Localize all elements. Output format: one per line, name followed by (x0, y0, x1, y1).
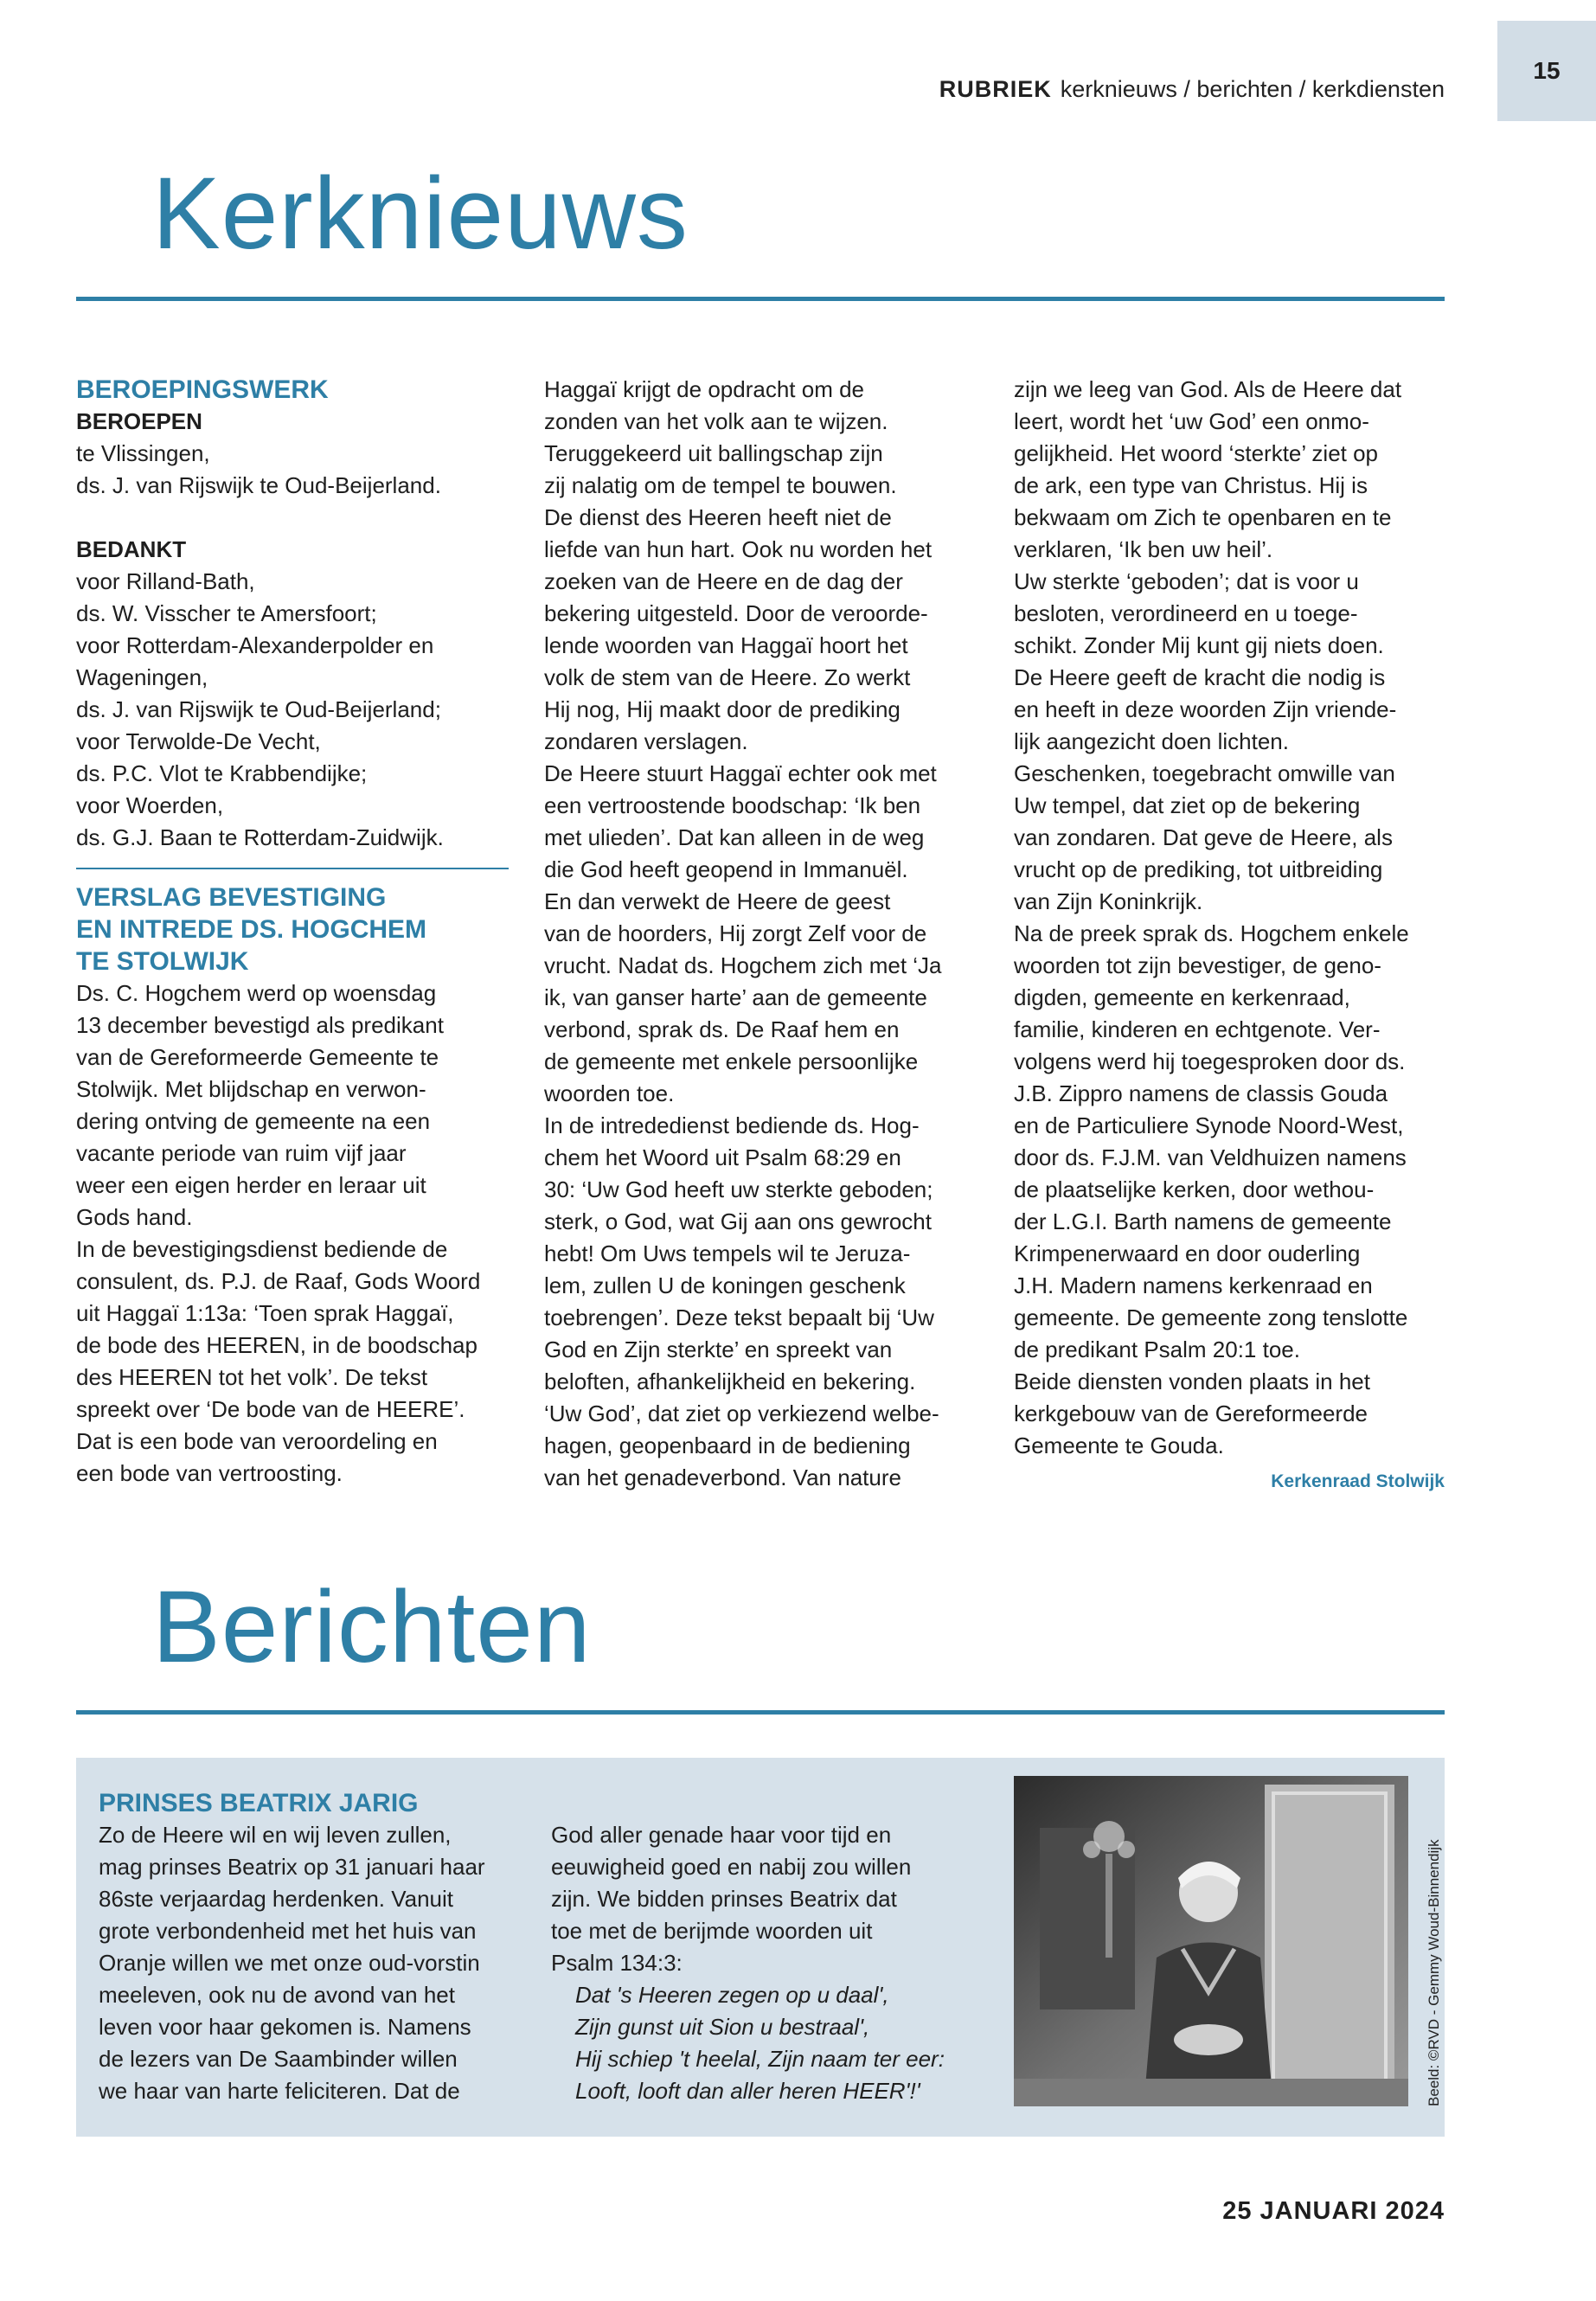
text-line: bekering uitgesteld. Door de veroorde- (544, 600, 928, 626)
verslag-text-col2 (544, 374, 985, 1494)
text-line: En dan verwekt de Heere de geest (544, 888, 891, 914)
text-line: woorden toe. (544, 1080, 675, 1106)
text-line: 13 december bevestigd als predikant (76, 1012, 444, 1038)
text-line: liefde van hun hart. Ook nu worden het (544, 536, 933, 562)
beatrix-column-1 (99, 1787, 531, 2107)
beroepingswerk-heading: BEROEPINGSWERK (76, 375, 329, 404)
text-line: Uw tempel, dat ziet op de bekering (1014, 792, 1361, 818)
text-line: Uw sterkte ‘geboden’; dat is voor u (1014, 568, 1359, 594)
text-line: Haggaï krijgt de opdracht om de (544, 376, 864, 402)
text-line: zondaren verslagen. (544, 728, 748, 754)
beatrix-column-2 (551, 1819, 992, 2107)
text-line: voor Rotterdam-Alexanderpolder en (76, 632, 434, 658)
text-line: vrucht. Nadat ds. Hogchem zich met ‘Ja (544, 952, 942, 978)
text-line: volgens werd hij toegesproken door ds. (1014, 1048, 1406, 1074)
text-line: van Zijn Koninkrijk. (1014, 888, 1203, 914)
text-line: te Vlissingen, (76, 440, 210, 466)
text-line: zonden van het volk aan te wijzen. (544, 408, 888, 434)
text-line: De dienst des Heeren heeft niet de (544, 504, 892, 530)
text-line: weer een eigen herder en leraar uit (76, 1172, 426, 1198)
text-line: ‘Uw God’, dat ziet op verkiezend welbe- (544, 1400, 939, 1426)
text-line: digden, gemeente en kerkenraad, (1014, 984, 1350, 1010)
text-line: verbond, sprak ds. De Raaf hem en (544, 1016, 900, 1042)
text-line: TE STOLWIJK (76, 947, 249, 976)
text-line: God aller genade haar voor tijd en (551, 1822, 892, 1848)
text-line: mag prinses Beatrix op 31 januari haar (99, 1854, 485, 1880)
text-line: leert, wordt het ‘uw God’ een onmo- (1014, 408, 1369, 434)
text-line: we haar van harte feliciteren. Dat de (99, 2078, 460, 2104)
text-line: voor Rilland-Bath, (76, 568, 255, 594)
text-line: dering ontving de gemeente na een (76, 1108, 431, 1134)
beatrix-heading: PRINSES BEATRIX JARIG (99, 1789, 419, 1817)
text-line: lem, zullen U de koningen geschenk (544, 1272, 906, 1298)
text-line: In de bevestigingsdienst bediende de (76, 1236, 448, 1262)
text-line: meeleven, ook nu de avond van het (99, 1982, 455, 2008)
kerknieuws-column-3 (1014, 374, 1445, 1495)
text-line: de gemeente met enkele persoonlijke (544, 1048, 919, 1074)
text-line: VERSLAG BEVESTIGING (76, 883, 387, 912)
text-line: van de hoorders, Hij zorgt Zelf voor de (544, 920, 927, 946)
text-line: De Heere geeft de kracht die nodig is (1014, 664, 1386, 690)
text-line: een bode van vertroosting. (76, 1460, 343, 1486)
text-line: zijn we leeg van God. Als de Heere dat (1014, 376, 1402, 402)
text-line: chem het Woord uit Psalm 68:29 en (544, 1144, 901, 1170)
kerknieuws-divider (76, 297, 1445, 301)
text-line: leven voor haar gekomen is. Namens (99, 2014, 471, 2040)
text-line: beloften, afhankelijkheid en bekering. (544, 1368, 916, 1394)
text-line: familie, kinderen en echtgenote. Ver- (1014, 1016, 1381, 1042)
text-line: kerkgebouw van de Gereformeerde (1014, 1400, 1368, 1426)
text-line: sterk, o God, wat Gij aan ons gewrocht (544, 1208, 932, 1234)
text-line: Ds. C. Hogchem werd op woensdag (76, 980, 437, 1006)
text-line: grote verbondenheid met het huis van (99, 1918, 477, 1944)
verslag-text-col3 (1014, 374, 1445, 1462)
text-line: ds. W. Visscher te Amersfoort; (76, 600, 377, 626)
text-line: Looft, looft dan aller heren HEER'!' (575, 2078, 920, 2104)
text-line: Krimpenerwaard en door ouderling (1014, 1240, 1361, 1266)
text-line: de bode des HEEREN, in de boodschap (76, 1332, 478, 1358)
text-line: en heeft in deze woorden Zijn vriende- (1014, 696, 1397, 722)
text-line: Oranje willen we met onze oud-vorstin (99, 1950, 480, 1976)
beatrix-text-col1 (99, 1819, 531, 2107)
text-line: 86ste verjaardag herdenken. Vanuit (99, 1886, 454, 1912)
kerknieuws-column-2 (544, 374, 985, 1494)
text-line: en de Particuliere Synode Noord-West, (1014, 1112, 1404, 1138)
text-line: de lezers van De Saambinder willen (99, 2046, 458, 2072)
text-line: Hij schiep 't heelal, Zijn naam ter eer: (575, 2046, 945, 2072)
rubriek-label: RUBRIEK (939, 76, 1052, 102)
verslag-heading (76, 881, 509, 977)
text-line: van zondaren. Dat geve de Heere, als (1014, 824, 1393, 850)
photo-credit: Beeld: ©RVD - Gemmy Woud-Binnendijk (1426, 1839, 1442, 2106)
beroepen-label: BEROEPEN (76, 408, 202, 434)
beatrix-text-col2 (551, 1819, 992, 1979)
text-line: der L.G.I. Barth namens de gemeente (1014, 1208, 1392, 1234)
text-line: met ulieden’. Dat kan alleen in de weg (544, 824, 925, 850)
text-line: God en Zijn sterkte’ en spreekt van (544, 1336, 893, 1362)
beroepen-list (76, 438, 509, 502)
text-line: De Heere stuurt Haggaï echter ook met (544, 760, 937, 786)
text-line: vrucht op de prediking, tot uitbreiding (1014, 856, 1383, 882)
text-line: toe met de berijmde woorden uit (551, 1918, 873, 1944)
rubriek-header (939, 76, 1445, 103)
text-line: ds. J. van Rijswijk te Oud-Beijerland; (76, 696, 441, 722)
text-line: gelijkheid. Het woord ‘sterkte’ ziet op (1014, 440, 1379, 466)
section-divider (76, 868, 509, 869)
text-line: Stolwijk. Met blijdschap en verwon- (76, 1076, 426, 1102)
issue-date: 25 JANUARI 2024 (1222, 2197, 1445, 2225)
text-line: 30: ‘Uw God heeft uw sterkte geboden; (544, 1176, 933, 1202)
text-line: ds. G.J. Baan te Rotterdam-Zuidwijk. (76, 824, 444, 850)
text-line: voor Woerden, (76, 792, 224, 818)
text-line: zoeken van de Heere en de dag der (544, 568, 903, 594)
text-line: ik, van ganser harte’ aan de gemeente (544, 984, 927, 1010)
text-line: lende woorden van Haggaï hoort het (544, 632, 908, 658)
text-line: woorden tot zijn bevestiger, de geno- (1014, 952, 1381, 978)
text-line: die God heeft geopend in Immanuël. (544, 856, 908, 882)
text-line: de ark, een type van Christus. Hij is (1014, 472, 1368, 498)
text-line: van de Gereformeerde Gemeente te (76, 1044, 439, 1070)
text-line: eeuwigheid goed en nabij zou willen (551, 1854, 912, 1880)
text-line: bekwaam om Zich te openbaren en te (1014, 504, 1392, 530)
text-line: des HEEREN tot het volk’. De tekst (76, 1364, 428, 1390)
text-line: verklaren, ‘Ik ben uw heil’. (1014, 536, 1273, 562)
text-line: J.B. Zippro namens de classis Gouda (1014, 1080, 1388, 1106)
text-line: ds. J. van Rijswijk te Oud-Beijerland. (76, 472, 441, 498)
text-line: Geschenken, toegebracht omwille van (1014, 760, 1395, 786)
text-line: Psalm 134:3: (551, 1950, 683, 1976)
text-line: ds. P.C. Vlot te Krabbendijke; (76, 760, 368, 786)
text-line: In de intrededienst bediende ds. Hog- (544, 1112, 920, 1138)
text-line: Zo de Heere wil en wij leven zullen, (99, 1822, 452, 1848)
text-line: consulent, ds. P.J. de Raaf, Gods Woord (76, 1268, 481, 1294)
beatrix-photo (1014, 1776, 1408, 2106)
text-line: Wageningen, (76, 664, 208, 690)
text-line: de plaatselijke kerken, door wethou- (1014, 1176, 1375, 1202)
text-line: EN INTREDE DS. HOGCHEM (76, 915, 427, 944)
bedankt-label: BEDANKT (76, 536, 187, 562)
text-line: zijn. We bidden prinses Beatrix dat (551, 1886, 897, 1912)
text-line: Dat is een bode van veroordeling en (76, 1428, 438, 1454)
bedankt-list (76, 566, 509, 854)
berichten-divider (76, 1710, 1445, 1715)
text-line: door ds. F.J.M. van Veldhuizen namens (1014, 1144, 1407, 1170)
text-line: Zijn gunst uit Sion u bestraal', (575, 2014, 870, 2040)
text-line: lijk aangezicht doen lichten. (1014, 728, 1289, 754)
page-number: 15 (1497, 21, 1596, 121)
kerknieuws-title: Kerknieuws (152, 157, 689, 271)
text-line: gemeente. De gemeente zong tenslotte (1014, 1304, 1408, 1330)
text-line: uit Haggaï 1:13a: ‘Toen sprak Haggaï, (76, 1300, 454, 1326)
text-line: Gods hand. (76, 1204, 193, 1230)
text-line: volk de stem van de Heere. Zo werkt (544, 664, 911, 690)
text-line: Na de preek sprak ds. Hogchem enkele (1014, 920, 1409, 946)
text-line: Hij nog, Hij maakt door de prediking (544, 696, 901, 722)
text-line: hebt! Om Uws tempels wil te Jeruza- (544, 1240, 911, 1266)
text-line: hagen, geopenbaard in de bediening (544, 1433, 911, 1458)
text-line: Dat 's Heeren zegen op u daal', (575, 1982, 889, 2008)
text-line: zij nalatig om de tempel te bouwen. (544, 472, 897, 498)
kerknieuws-column-1 (76, 374, 509, 1490)
berichten-title: Berichten (152, 1570, 592, 1684)
text-line: van het genadeverbond. Van nature (544, 1465, 901, 1490)
text-line: spreekt over ‘De bode van de HEERE’. (76, 1396, 465, 1422)
text-line: Teruggekeerd uit ballingschap zijn (544, 440, 883, 466)
text-line: schikt. Zonder Mij kunt gij niets doen. (1014, 632, 1384, 658)
psalm-quote (551, 1979, 992, 2107)
rubriek-path: kerknieuws / berichten / kerkdiensten (1060, 76, 1445, 102)
text-line: een vertroostende boodschap: ‘Ik ben (544, 792, 921, 818)
text-line: voor Terwolde-De Vecht, (76, 728, 321, 754)
verslag-text-col1 (76, 977, 509, 1490)
text-line: Gemeente te Gouda. (1014, 1433, 1224, 1458)
text-line: toebrengen’. Deze tekst bepaalt bij ‘Uw (544, 1304, 934, 1330)
verslag-signature: Kerkenraad Stolwijk (1271, 1471, 1445, 1491)
text-line: vacante periode van ruim vijf jaar (76, 1140, 407, 1166)
text-line: Beide diensten vonden plaats in het (1014, 1368, 1370, 1394)
text-line: J.H. Madern namens kerkenraad en (1014, 1272, 1373, 1298)
text-line: besloten, verordineerd en u toege- (1014, 600, 1358, 626)
text-line: de predikant Psalm 20:1 toe. (1014, 1336, 1300, 1362)
